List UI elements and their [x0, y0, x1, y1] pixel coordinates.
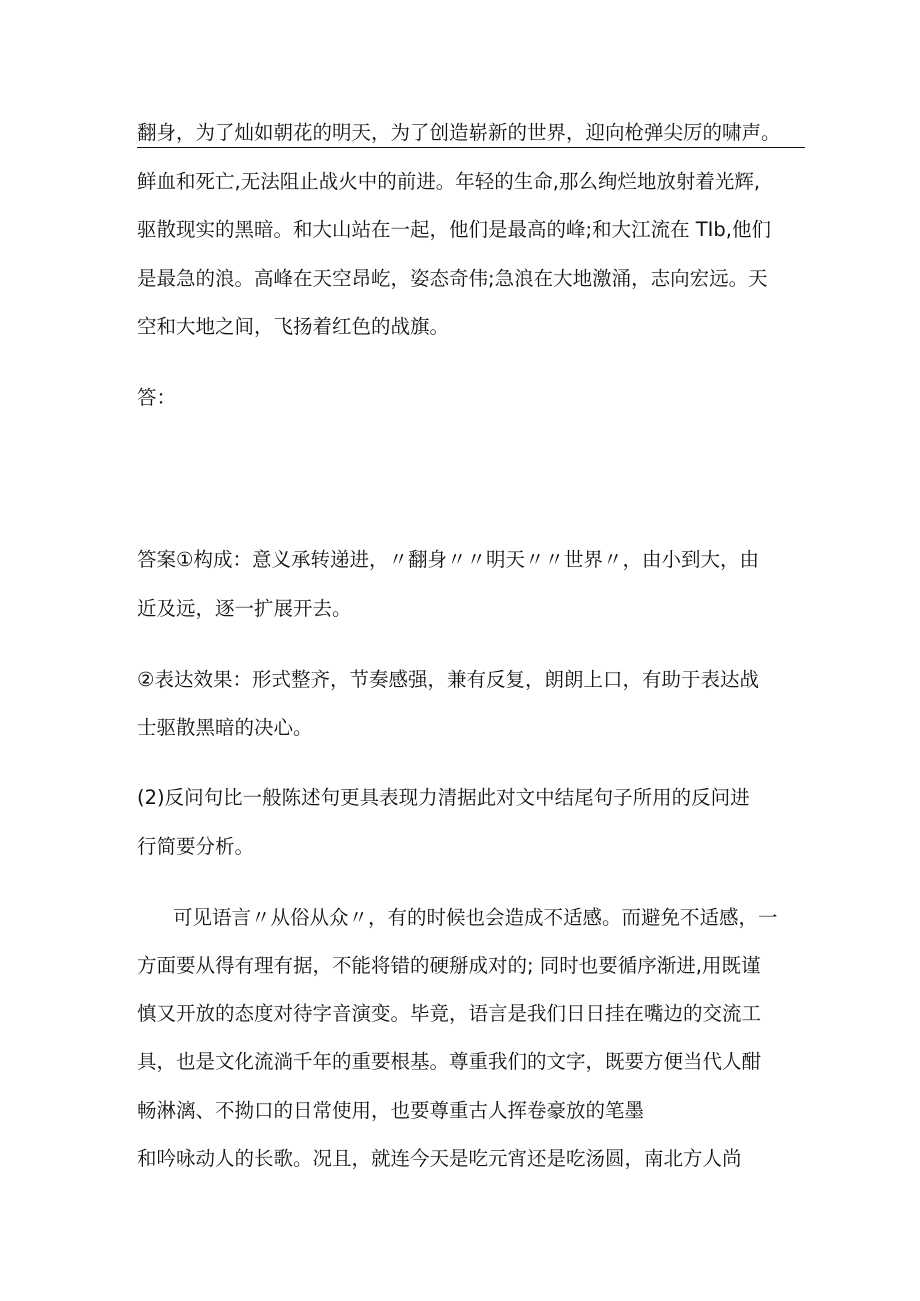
essay-line: 具，也是文化流淌千年的重要根基。尊重我们的文字，既要方便当代人酣: [137, 1050, 762, 1073]
answer-line: ②表达效果：形式整齐，节奏感强，兼有反复，朗朗上口，有助于表达战: [137, 668, 759, 691]
essay-line: 慎又开放的态度对待字音演变。毕竟，语言是我们日日挂在嘴边的交流工: [137, 1002, 762, 1025]
essay-line: 可见语言〃从俗从众〃，有的时候也会造成不适感。而避免不适感，一: [173, 906, 778, 929]
passage-line: 鲜血和死亡,无法阻止战火中的前进。年轻的生命,那么绚烂地放射着光辉,: [137, 170, 761, 193]
question-line: (2)反问句比一般陈述句更具表现力清据此对文中结尾句子所用的反问进: [137, 786, 750, 809]
answer-line: 近及远，逐一扩展开去。: [137, 597, 352, 620]
answer-line: 答案①构成：意义承转递进，〃翻身〃〃明天〃〃世界〃，由小到大，由: [137, 548, 759, 571]
essay-line: 畅淋漓、不拗口的日常使用，也要尊重古人挥卷豪放的笔墨: [137, 1099, 645, 1122]
passage-line: 空和大地之间，飞扬着红色的战旗。: [137, 315, 450, 338]
passage-line: 驱散现实的黑暗。和大山站在一起，他们是最高的峰;和大江流在 TIb,他们: [137, 218, 772, 241]
essay-line: 方面要从得有理有据，不能将错的硬掰成对的; 同时也要循序渐进,用既谨: [137, 954, 761, 977]
passage-line: 是最急的浪。高峰在天空昂屹，姿态奇伟;急浪在大地激涌，志向宏远。天: [137, 267, 768, 290]
passage-line-underlined: 翻身，为了灿如朝花的明天，为了创造崭新的世界，迎向枪弹尖厉的啸声。: [137, 121, 805, 148]
essay-line: 和吟咏动人的长歌。况且，就连今天是吃元宵还是吃汤圆，南北方人尚: [137, 1147, 742, 1170]
question-line: 行简要分析。: [137, 835, 255, 858]
answer-prompt: 答：: [137, 386, 177, 409]
answer-line: 士驱散黑暗的决心。: [137, 716, 313, 739]
